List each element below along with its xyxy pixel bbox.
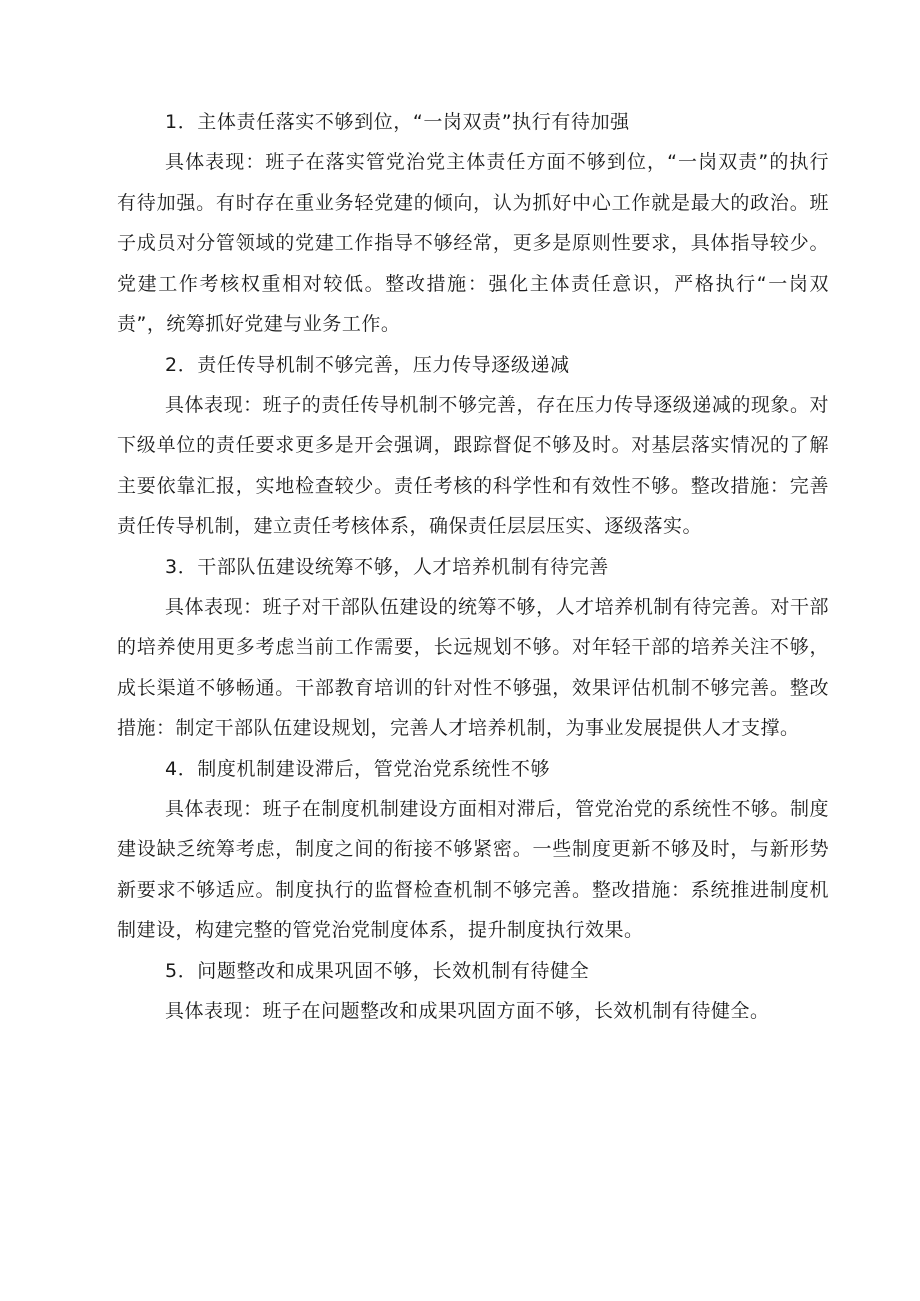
section-body-5: 具体表现：班子在问题整改和成果巩固方面不够，长效机制有待健全。: [165, 999, 770, 1022]
document-body: [117, 102, 829, 1031]
section-heading-3: 3．干部队伍建设统筹不够，人才培养机制有待完善: [165, 555, 609, 578]
section-body-3: 具体表现：班子对干部队伍建设的统筹不够，人才培养机制有待完善。对干部的培养使用更多考虑当前工作需要，长远规划不够。对年轻干部的培养关注不够，成长渠道不够畅通。干部教育培训的针对性不够强，效果评估机制不够完善。整改措施：制定干部队伍建设规划，完善人才培养机制，为事业发展提供人才支撑。: [117, 595, 829, 739]
section-heading-4: 4．制度机制建设滞后，管党治党系统性不够: [165, 757, 551, 780]
section-body-2: 具体表现：班子的责任传导机制不够完善，存在压力传导逐级递减的现象。对下级单位的责任要求更多是开会强调，跟踪督促不够及时。对基层落实情况的了解主要依靠汇报，实地检查较少。责任考核的科学性和有效性不够。整改措施：完善责任传导机制，建立责任考核体系，确保责任层层压实、逐级落实。: [117, 393, 829, 537]
section-heading-5: 5．问题整改和成果巩固不够，长效机制有待健全: [165, 959, 590, 982]
section-body-4: 具体表现：班子在制度机制建设方面相对滞后，管党治党的系统性不够。制度建设缺乏统筹考虑，制度之间的衔接不够紧密。一些制度更新不够及时，与新形势新要求不够适应。制度执行的监督检查机制不够完善。整改措施：系统推进制度机制建设，构建完整的管党治党制度体系，提升制度执行效果。: [117, 797, 829, 941]
section-heading-2: 2．责任传导机制不够完善，压力传导逐级递减: [165, 353, 570, 376]
section-body-1: 具体表现：班子在落实管党治党主体责任方面不够到位，“一岗双责”的执行有待加强。有时存在重业务轻党建的倾向，认为抓好中心工作就是最大的政治。班子成员对分管领域的党建工作指导不够经常，更多是原则性要求，具体指导较少。党建工作考核权重相对较低。整改措施：强化主体责任意识，严格执行“一岗双责”，统筹抓好党建与业务工作。: [117, 151, 829, 335]
section-heading-1: 1．主体责任落实不够到位，“一岗双责”执行有待加强: [165, 111, 630, 133]
